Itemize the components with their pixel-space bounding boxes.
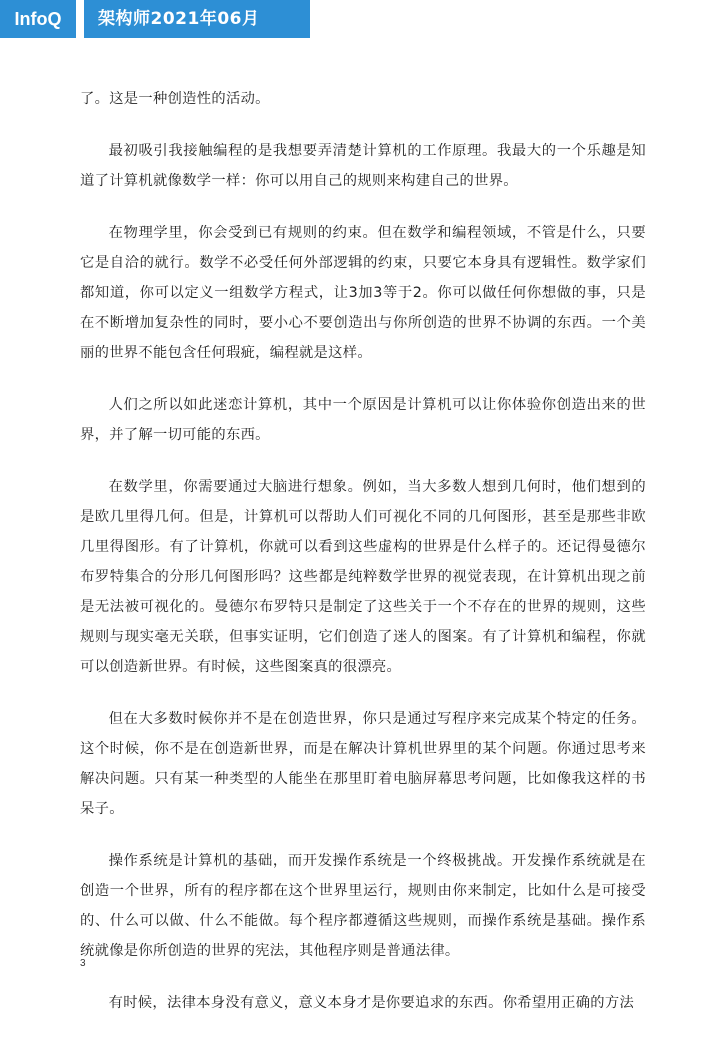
paragraph: 有时候，法律本身没有意义，意义本身才是你要追求的东西。你希望用正确的方法 [108, 995, 635, 1011]
issue-tab: 架构师2021年06月 [84, 0, 310, 38]
paragraph: 在物理学里，你会受到已有规则的约束。但在数学和编程领域，不管是什么，只要它是自洽的就行。数学不必受任何外部逻辑的约束，只要它本身具有逻辑性。数学家们都知道，你可以定义一组数学方程式，让3加3等于2。你可以做任何你想做的事，只是在不断增加复杂性的同时，要小心不要创造出与你所创造的世界不协调的东西。一个美丽的世界不能包含任何瑕疵，编程就是这样。 [80, 225, 646, 361]
paragraph: 最初吸引我接触编程的是我想要弄清楚计算机的工作原理。我最大的一个乐趣是知道了计算机就像数学一样：你可以用自己的规则来构建自己的世界。 [80, 143, 646, 189]
paragraph: 在数学里，你需要通过大脑进行想象。例如，当大多数人想到几何时，他们想到的是欧几里得几何。但是，计算机可以帮助人们可视化不同的几何图形，甚至是那些非欧几里得图形。有了计算机，你就可以看到这些虚构的世界是什么样子的。还记得曼德尔布罗特集合的分形几何图形吗？这些都是纯粹数学世界的视觉表现，在计算机出现之前是无法被可视化的。曼德尔布罗特只是制定了这些关于一个不存在的世界的规则，这些规则与现实毫无关联，但事实证明，它们创造了迷人的图案。有了计算机和编程，你就可以创造新世界。有时候，这些图案真的很漂亮。 [80, 479, 646, 675]
page-number: 3 [80, 958, 86, 969]
brand-tab: InfoQ [0, 0, 76, 38]
paragraph: 操作系统是计算机的基础，而开发操作系统是一个终极挑战。开发操作系统就是在创造一个世界，所有的程序都在这个世界里运行，规则由你来制定，比如什么是可接受的、什么可以做、什么不能做。每个程序都遵循这些规则，而操作系统是基础。操作系统就像是你所创造的世界的宪法，其他程序则是普通法律。 [80, 853, 646, 959]
paragraph: 人们之所以如此迷恋计算机，其中一个原因是计算机可以让你体验你创造出来的世界，并了解一切可能的东西。 [80, 397, 646, 443]
paragraph: 但在大多数时候你并不是在创造世界，你只是通过写程序来完成某个特定的任务。这个时候，你不是在创造新世界，而是在解决计算机世界里的某个问题。你通过思考来解决问题。只有某一种类型的人能坐在那里盯着电脑屏幕思考问题，比如像我这样的书呆子。 [80, 711, 646, 817]
page-header [0, 0, 310, 38]
paragraph: 了。这是一种创造性的活动。 [80, 91, 270, 107]
article-body [80, 84, 646, 1040]
header-divider [76, 0, 84, 38]
